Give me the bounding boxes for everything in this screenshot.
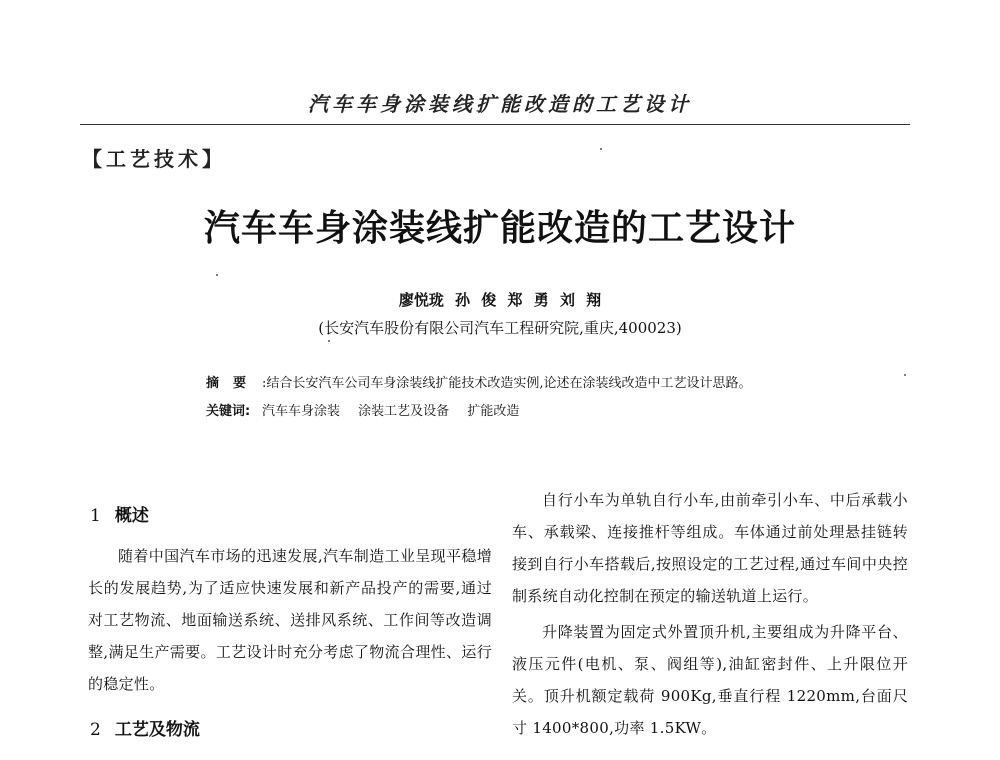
keywords-list [262,399,533,425]
running-header: 汽车车身涂装线扩能改造的工艺设计 [308,92,692,116]
section-number: 1 [90,506,101,526]
keyword: 汽车车身涂装 [262,404,341,419]
section-heading-overview [90,500,492,532]
affiliation: (长安汽车股份有限公司汽车工程研究院,重庆,400023) [318,319,682,337]
scan-speck [216,274,218,276]
authors: 廖悦珑 孙 俊 郑 勇 刘 翔 [398,291,602,309]
body-paragraph: 升降装置为固定式外置顶升机,主要组成为升降平台、液压元件(电机、泵、阀组等),油缸密封件、上升限位开关。顶升机额定载荷 900Kg,垂直行程 1220mm,台面尺寸 1400*800,功率 1.5KW。 [512,623,908,737]
paper-title: 汽车车身涂装线扩能改造的工艺设计 [203,208,796,249]
keywords-row [206,399,796,425]
left-column [88,498,492,754]
scan-speck [904,374,906,376]
abstract-text: :结合长安汽车公司车身涂装线扩能技术改造实例,论述在涂装线改造中工艺设计思路。 [262,376,752,391]
abstract-label: 摘要 [206,376,261,391]
body-paragraph: 自行小车为单轨自行小车,由前牵引小车、中后承载小车、承载梁、连接推杆等组成。车体通过前处理悬挂链转接到自行小车搭载后,按照设定的工艺过程,通过车间中央控制系统自动化控制在预定的输送轨道上运行。 [512,491,908,605]
section-heading-process [90,714,492,746]
section-number: 2 [90,720,101,740]
abstract-block [206,371,796,425]
section-title: 工艺及物流 [114,720,200,740]
scan-speck [600,148,602,150]
keyword: 扩能改造 [467,404,520,419]
section-title: 概述 [114,506,149,526]
overview-paragraph: 随着中国汽车市场的迅速发展,汽车制造工业呈现平稳增长的发展趋势,为了适应快速发展和新产品投产的需要,通过对工艺物流、地面输送系统、送排风系统、工作间等改造调整,满足生产需要。工艺设计时充分考虑了物流合理性、运行的稳定性。 [88,547,492,693]
keyword: 涂装工艺及设备 [358,404,450,419]
abstract-row [206,371,796,397]
right-column [512,484,908,744]
keywords-label: 关键词: [206,404,251,419]
header-rule [80,124,910,125]
section-tag: 【工艺技术】 [82,147,226,171]
scan-speck [328,340,330,342]
